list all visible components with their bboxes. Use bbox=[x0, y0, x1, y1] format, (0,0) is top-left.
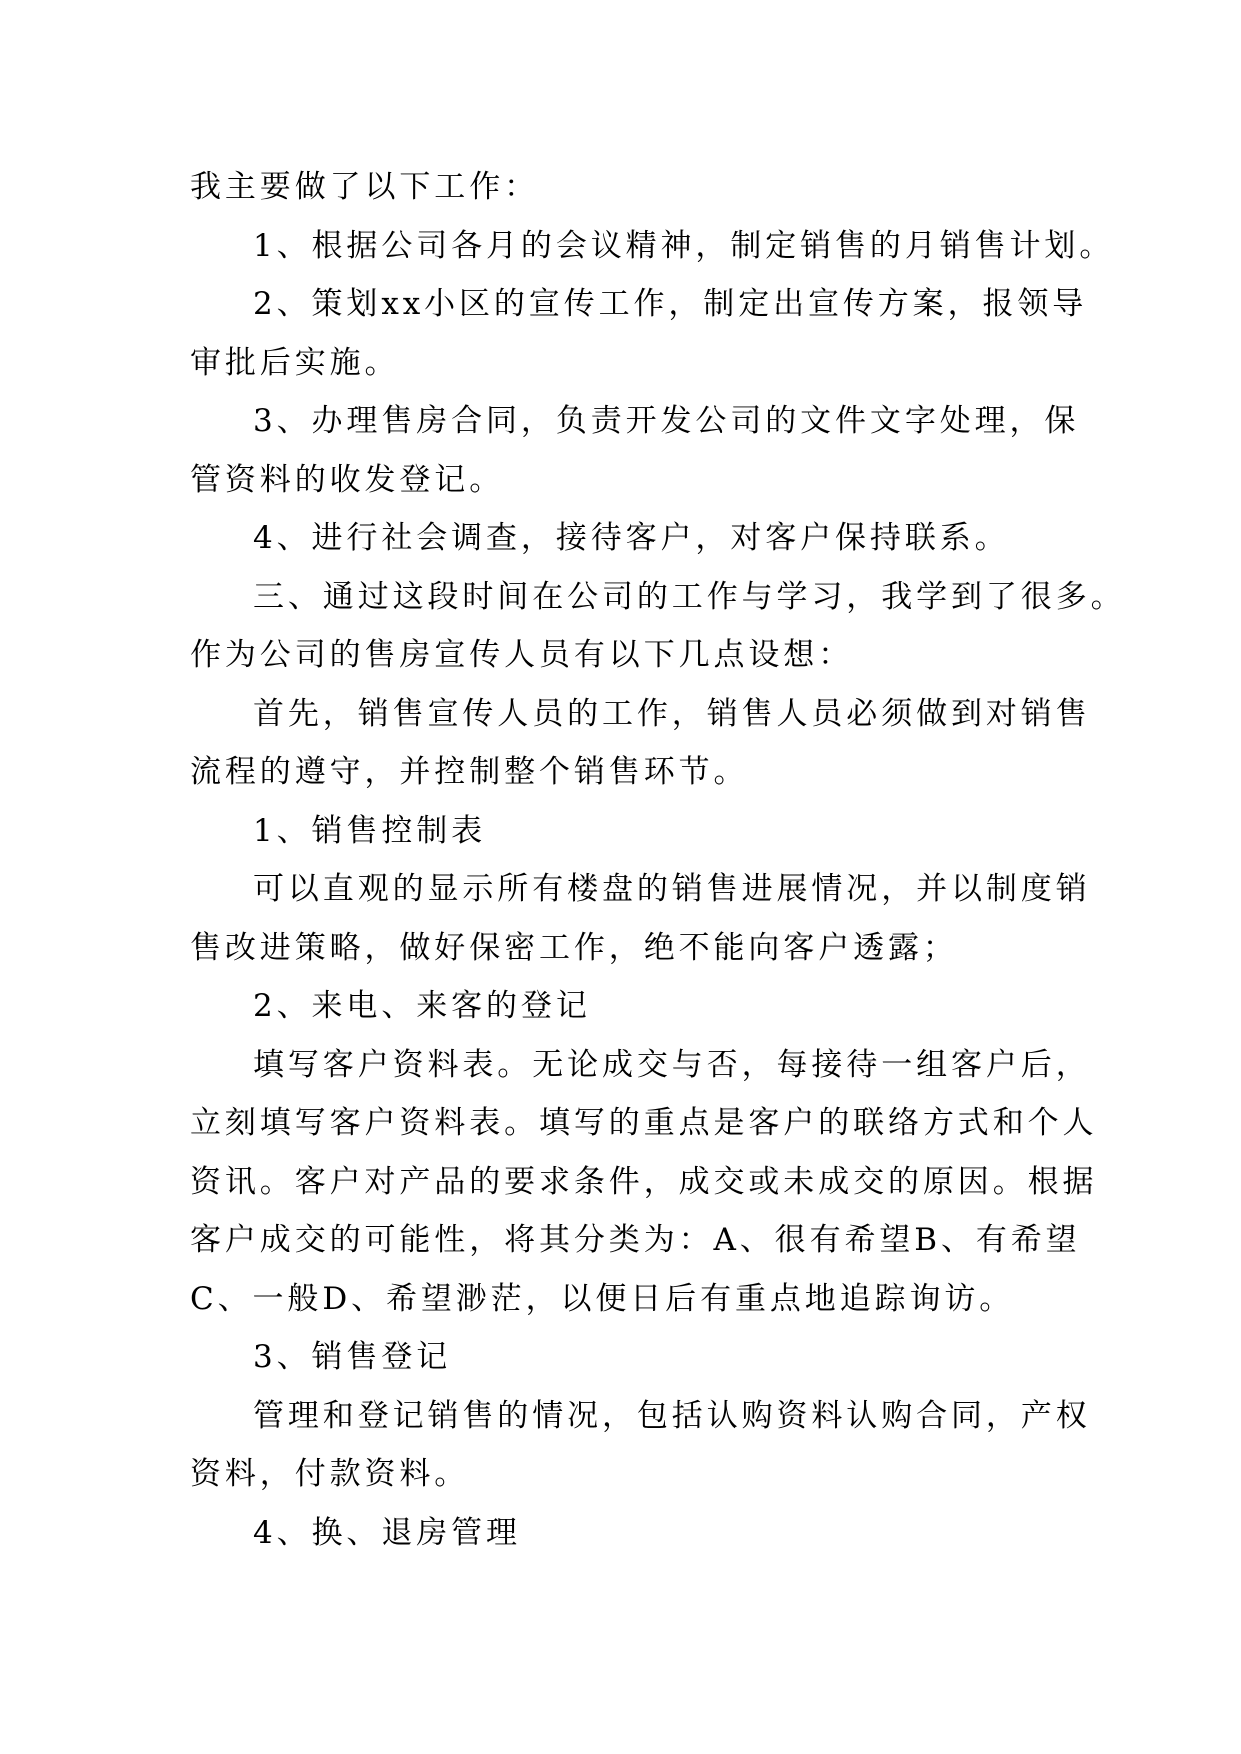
text-line: 1、销售控制表 bbox=[253, 812, 487, 849]
text-line: 2、策划xx小区的宣传工作，制定出宣传方案，报领导 bbox=[253, 286, 1088, 322]
text-line: 审批后实施。 bbox=[190, 344, 400, 381]
text-line: 管资料的收发登记。 bbox=[190, 461, 505, 498]
text-line: 可以直观的显示所有楼盘的销售进展情况，并以制度销 bbox=[253, 871, 1091, 907]
text-line: 3、销售登记 bbox=[253, 1339, 452, 1375]
text-line: 首先，销售宣传人员的工作，销售人员必须做到对销售 bbox=[253, 695, 1091, 732]
text-line: 2、来电、来客的登记 bbox=[253, 988, 591, 1024]
text-line: 客户成交的可能性，将其分类为：A、很有希望B、有希望 bbox=[190, 1222, 1081, 1258]
text-line: 管理和登记销售的情况，包括认购资料认购合同，产权 bbox=[253, 1397, 1091, 1434]
text-line: 填写客户资料表。无论成交与否，每接待一组客户后， bbox=[253, 1046, 1091, 1083]
text-line: 4、换、退房管理 bbox=[253, 1514, 521, 1551]
text-line: 三、通过这段时间在公司的工作与学习，我学到了很多。 bbox=[253, 578, 1126, 615]
text-line: 流程的遵守，并控制整个销售环节。 bbox=[190, 754, 749, 790]
text-line: C、一般D、希望渺茫，以便日后有重点地追踪询访。 bbox=[190, 1280, 1015, 1317]
text-line: 3、办理售房合同，负责开发公司的文件文字处理，保 bbox=[253, 403, 1080, 439]
text-line: 作为公司的售房宣传人员有以下几点设想： bbox=[190, 637, 854, 673]
text-line: 4、进行社会调查，接待客户，对客户保持联系。 bbox=[253, 520, 1010, 556]
text-line: 我主要做了以下工作： bbox=[190, 169, 539, 205]
text-line: 1、根据公司各月的会议精神，制定销售的月销售计划。 bbox=[253, 227, 1115, 264]
text-line: 售改进策略，做好保密工作，绝不能向客户透露； bbox=[190, 929, 958, 966]
text-line: 资料，付款资料。 bbox=[190, 1456, 470, 1492]
text-line: 立刻填写客户资料表。填写的重点是客户的联络方式和个人 bbox=[190, 1105, 1098, 1141]
body-text bbox=[190, 158, 1126, 1562]
text-line: 资讯。客户对产品的要求条件，成交或未成交的原因。根据 bbox=[190, 1163, 1098, 1200]
